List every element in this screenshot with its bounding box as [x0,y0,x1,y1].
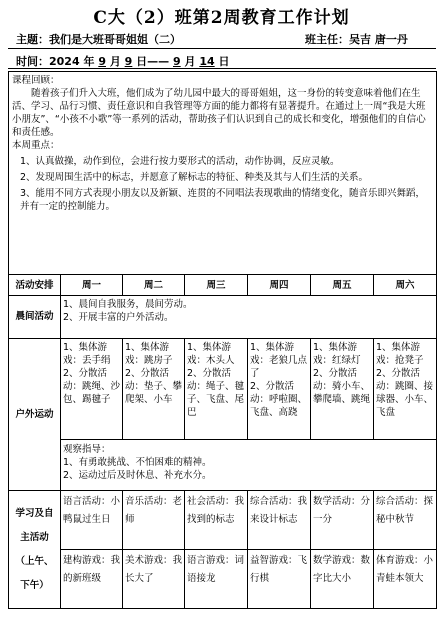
time-month-end: 9 [173,55,181,68]
day-header-row [9,275,437,296]
theme-line [16,31,181,47]
study-cell: 综合活动：探秘中秋节 [374,491,437,550]
study-row [9,550,437,609]
morning-line: 2、开展丰富的户外活动。 [63,312,174,323]
outdoor-cell: 1、集体游戏：木头人 2、分散活动：绳子、毽子、飞盘、尾巴 [185,339,248,440]
guide-row [9,440,437,491]
study-cell: 数学活动：分一分 [311,491,374,550]
morning-row [9,296,437,339]
outdoor-row [9,339,437,440]
intro-cell [9,72,437,275]
teacher-label: 班主任： [305,33,349,46]
study-label-line: （上午、 [15,555,54,567]
page-title: C大（2）班第2周教育工作计划 [93,8,350,28]
day-header: 周二 [123,275,185,296]
study-cell: 综合活动：我来设计标志 [248,491,311,550]
teacher-value: 吴吉 唐一丹 [349,33,408,46]
review-heading: 课程回顾： [12,75,60,86]
time-text: 日 [218,55,230,68]
study-row [9,491,437,550]
time-text: 月 [184,55,196,68]
teacher-line [305,31,408,47]
time-text: 年 [83,55,95,68]
header-divider [8,48,436,49]
time-line [16,53,230,69]
study-cell: 建构游戏：我的新班级 [61,550,123,609]
study-label-line: 主活动 [20,531,49,543]
goal-item: 2、发现周围生活中的标志，并愿意了解标志的特征、种类及其与人们生活的关系。 [20,172,369,183]
guide-cell [61,440,437,491]
time-day-start: 9 [124,55,133,68]
outdoor-cell: 1、集体游戏：抢凳子 2、分散活动：跳圈、接球器、小车、飞盘 [374,339,437,440]
guide-title: 观察指导： [63,444,111,455]
study-label [9,491,61,609]
morning-line: 1、晨间自我服务，晨间劳动。 [63,299,193,310]
study-cell: 美术游戏：我长大了 [123,550,185,609]
goal-item: 1、认真做操，动作到位，会进行按力要形式的活动，动作协调，反应灵敏。 [20,156,340,167]
study-cell: 语言游戏：词语接龙 [185,550,248,609]
study-cell: 社会活动：我找到的标志 [185,491,248,550]
day-header: 周六 [374,275,437,296]
outdoor-cell: 1、集体游戏：跳房子 2、分散活动：垫子、攀爬架、小车 [123,339,185,440]
study-cell: 数学游戏：数字比大小 [311,550,374,609]
study-label-line: 下午） [20,579,49,591]
time-month-start: 9 [98,55,106,68]
time-day-end: 14 [199,55,215,68]
time-year: 2024 [49,55,80,68]
study-cell: 体育游戏：小青蛙本领大 [374,550,437,609]
morning-cell [61,296,437,339]
study-cell: 益智游戏：飞行棋 [248,550,311,609]
goal-item: 3、能用不同方式表现小朋友以及新颖、连贯的不同唱法表现歌曲的情绪变化，随音乐即兴舞蹈，并有一定的控制能力。 [20,188,426,212]
outdoor-cell: 1、集体游戏：老狼几点了 2、分散活动：呼啦圈、飞盘、高跷 [248,339,311,440]
day-header: 周一 [61,275,123,296]
guide-line: 1、有勇敢挑战、不怕困难的精神。 [63,457,212,468]
day-header: 周四 [248,275,311,296]
plan-table [8,71,437,609]
time-text: 日—— [136,55,170,68]
outdoor-cell: 1、集体游戏：红绿灯 2、分散活动：骑小车、攀爬墙、跳绳 [311,339,374,440]
study-cell: 音乐活动：老师 [123,491,185,550]
outdoor-cell: 1、集体游戏：丢手绢 2、分散活动：跳绳、沙包、踢毽子 [61,339,123,440]
theme-label: 主题： [16,33,49,46]
review-text: 随着孩子们升入大班，他们成为了幼儿园中最大的哥哥姐姐，这一身份的转变意味着他们在生活、学习、品行习惯、责任意识和自我管理等方面的能力都将有显著提升。在通过上一周“我是大班小朋友”、“小孩不小歌”等一系列的活动，帮助孩子们认识到自己的成长和变化，增强他们的自信心和责任感。 [12,88,426,138]
day-header: 周五 [311,275,374,296]
outdoor-label: 户外运动 [9,339,61,491]
study-label-line: 学习及自 [15,507,54,519]
theme-value: 我们是大班哥哥姐姐（二） [49,33,181,46]
time-text: 月 [109,55,121,68]
study-cell: 语言活动：小鸭鼠过生日 [61,491,123,550]
focus-heading: 本周重点： [12,140,60,151]
header-divider [8,68,436,69]
time-label: 时间： [16,55,49,68]
corner-header: 活动安排 [9,275,61,296]
day-header: 周三 [185,275,248,296]
guide-line: 2、运动过后及时休息、补充水分。 [63,470,212,481]
morning-label: 晨间活动 [9,296,61,339]
